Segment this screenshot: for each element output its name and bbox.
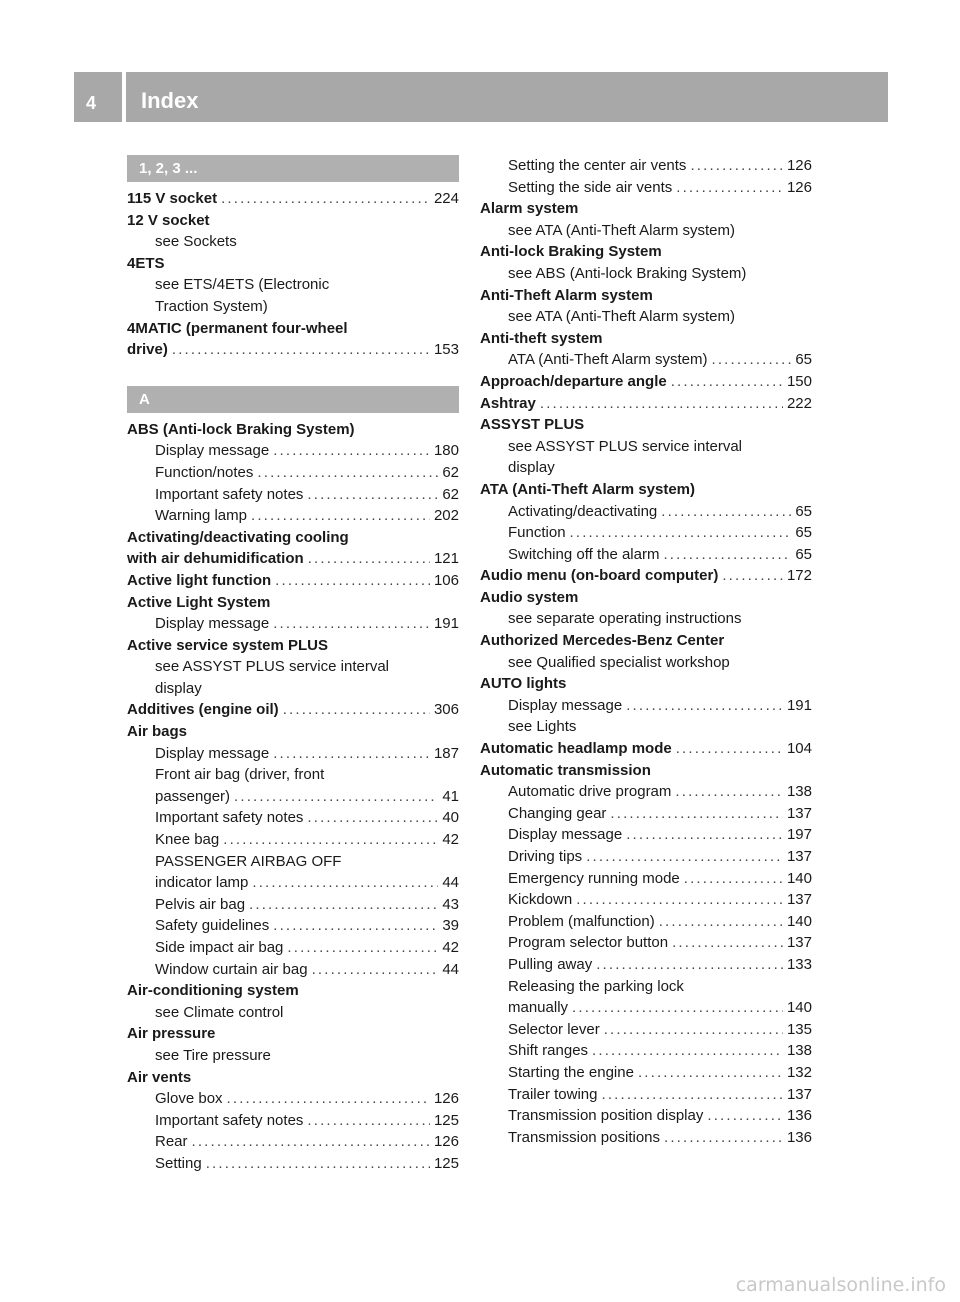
entry-text: Anti-lock Braking System (480, 243, 662, 261)
index-entry[interactable] (480, 393, 812, 415)
index-subentry[interactable] (480, 889, 812, 911)
page-reference[interactable]: 65 (795, 545, 812, 563)
dot-leader (663, 544, 791, 566)
page-reference[interactable]: 222 (786, 394, 812, 412)
index-subentry[interactable] (127, 1110, 459, 1132)
dot-leader (223, 829, 438, 851)
entry-text: Setting the side air vents (508, 178, 673, 196)
section-header: A (127, 386, 459, 413)
entry-text: see Climate control (155, 1003, 284, 1021)
index-subentry[interactable] (480, 781, 812, 803)
index-subentry (480, 652, 812, 674)
entry-text: Function (508, 524, 566, 542)
entry-text: display (508, 459, 555, 477)
entry-text: Audio system (480, 588, 579, 606)
page-reference[interactable]: 137 (786, 848, 812, 865)
index-entry (480, 414, 812, 436)
index-subentry[interactable] (480, 1040, 812, 1062)
index-subentry[interactable] (127, 1131, 459, 1153)
index-subentry[interactable] (127, 484, 459, 506)
entry-text: passenger) (155, 787, 231, 805)
entry-text: Window curtain air bag (155, 960, 308, 978)
entry-text: see ATA (Anti-Theft Alarm system) (508, 221, 736, 239)
entry-text: ASSYST PLUS (480, 416, 585, 434)
entry-text: Alarm system (480, 200, 579, 218)
index-entry (480, 198, 812, 220)
index-subentry[interactable] (127, 937, 459, 959)
page-reference[interactable]: 202 (433, 507, 459, 525)
page-number: 4 (86, 93, 97, 113)
dot-leader (275, 570, 430, 592)
entry-text: Anti-Theft Alarm system (480, 286, 653, 304)
entry-text: ABS (Anti-lock Braking System) (127, 420, 355, 438)
index-entry[interactable] (127, 188, 459, 210)
entry-text: Transmission positions (508, 1128, 660, 1146)
index-entry[interactable] (127, 548, 459, 570)
dot-leader (273, 743, 430, 765)
page-reference[interactable]: 104 (786, 740, 812, 758)
index-subentry[interactable] (480, 177, 812, 199)
entry-text: Trailer towing (508, 1085, 598, 1103)
dot-leader (570, 522, 792, 544)
entry-text: see Sockets (155, 233, 237, 251)
dot-leader (722, 565, 783, 587)
page-reference[interactable]: 42 (442, 939, 459, 956)
dot-leader (626, 824, 783, 846)
index-entry[interactable] (480, 371, 812, 393)
index-subentry (480, 608, 812, 630)
index-subentry[interactable] (480, 824, 812, 846)
dot-leader (257, 462, 438, 484)
entry-text: Display message (508, 826, 623, 844)
index-entry (480, 587, 812, 609)
index-subentry[interactable] (480, 868, 812, 890)
index-entry[interactable] (480, 738, 812, 760)
entry-text: Driving tips (508, 848, 583, 865)
entry-text: Side impact air bag (155, 939, 284, 956)
entry-text: Display message (155, 744, 270, 762)
dot-leader (307, 484, 438, 506)
dot-leader (221, 188, 430, 210)
index-subentry[interactable] (127, 1153, 459, 1175)
index-subentry[interactable] (127, 613, 459, 635)
index-subentry[interactable] (127, 743, 459, 765)
index-subentry[interactable] (480, 932, 812, 954)
index-entry (127, 635, 459, 657)
page-reference[interactable]: 125 (433, 1111, 459, 1129)
entry-text: Ashtray (480, 394, 536, 412)
entry-text: 4ETS (127, 254, 165, 272)
entry-text: see ATA (Anti-Theft Alarm system) (508, 308, 736, 326)
index-entry (127, 721, 459, 743)
entry-text: Function/notes (155, 463, 254, 481)
entry-text: Automatic transmission (480, 761, 651, 779)
index-subentry (127, 764, 459, 786)
index-subentry[interactable] (127, 872, 459, 894)
index-subentry[interactable] (480, 954, 812, 976)
index-entry (127, 419, 459, 441)
page-reference[interactable]: 135 (786, 1020, 812, 1038)
entry-text: Switching off the alarm (508, 545, 660, 563)
entry-text: Starting the engine (508, 1063, 634, 1081)
index-subentry (127, 656, 459, 678)
page-reference[interactable]: 153 (433, 341, 459, 359)
index-subentry (480, 716, 812, 738)
entry-text: Kickdown (508, 891, 573, 909)
page-reference[interactable]: 133 (786, 955, 812, 973)
page-reference[interactable]: 44 (442, 960, 459, 978)
entry-text: display (155, 679, 202, 697)
page-reference[interactable]: 62 (442, 463, 459, 481)
page-reference[interactable]: 126 (786, 157, 812, 174)
page-reference[interactable]: 126 (433, 1133, 459, 1151)
entry-text: Pelvis air bag (155, 895, 246, 913)
dot-leader (287, 937, 438, 959)
dot-leader (601, 1084, 782, 1106)
dot-leader (249, 894, 438, 916)
entry-text: see separate operating instructions (508, 610, 742, 628)
entry-text: see ABS (Anti-lock Braking System) (508, 264, 747, 282)
dot-leader (307, 1110, 430, 1132)
entry-text: ATA (Anti-Theft Alarm system) (508, 351, 708, 369)
entry-text: Activating/deactivating cooling (127, 528, 349, 546)
entry-text: Important safety notes (155, 809, 304, 827)
index-entry (127, 1067, 459, 1089)
page-reference[interactable]: 150 (786, 372, 812, 390)
entry-text: Front air bag (driver, front (155, 766, 325, 784)
index-subentry[interactable] (127, 807, 459, 829)
page-reference[interactable]: 65 (795, 502, 812, 520)
entry-text: Air-conditioning system (127, 982, 299, 1000)
entry-text: Air bags (127, 723, 188, 741)
entry-text: Selector lever (508, 1020, 600, 1038)
index-entry (127, 592, 459, 614)
entry-text: Setting the center air vents (508, 157, 687, 174)
page-reference[interactable]: 42 (442, 831, 459, 849)
dot-leader (664, 1127, 783, 1149)
page-reference[interactable]: 62 (442, 485, 459, 503)
page-reference[interactable]: 306 (433, 701, 459, 719)
dot-leader (172, 339, 430, 361)
index-subentry (480, 306, 812, 328)
entry-text: Air pressure (127, 1025, 216, 1043)
index-subentry (480, 263, 812, 285)
entry-text: Air vents (127, 1068, 192, 1086)
entry-text: 115 V socket (127, 190, 218, 207)
index-subentry[interactable] (127, 462, 459, 484)
dot-leader (672, 932, 783, 954)
page-reference[interactable]: 138 (786, 1042, 812, 1060)
page-reference[interactable]: 125 (433, 1154, 459, 1172)
page-reference[interactable]: 197 (786, 826, 812, 844)
index-entry (127, 318, 459, 340)
index-subentry (127, 678, 459, 700)
entry-text: Automatic drive program (508, 783, 672, 801)
index-subentry (127, 1002, 459, 1024)
entry-text: see Tire pressure (155, 1046, 271, 1064)
entry-text: Active service system PLUS (127, 636, 328, 654)
entry-text: Emergency running mode (508, 869, 680, 887)
page-reference[interactable]: 138 (786, 783, 812, 801)
entry-text: Active light function (127, 571, 272, 589)
index-entry (480, 241, 812, 263)
index-subentry[interactable] (127, 1088, 459, 1110)
dot-leader (604, 1019, 783, 1041)
entry-text: indicator lamp (155, 874, 249, 892)
index-subentry[interactable] (127, 786, 459, 808)
index-subentry (127, 851, 459, 873)
index-subentry[interactable] (480, 1105, 812, 1127)
dot-leader (192, 1131, 430, 1153)
index-subentry[interactable] (480, 501, 812, 523)
page-reference[interactable]: 65 (795, 524, 812, 542)
entry-text: manually (508, 999, 569, 1017)
page-reference[interactable]: 44 (442, 874, 459, 892)
dot-leader (576, 889, 783, 911)
page-reference[interactable]: 137 (786, 934, 812, 952)
watermark: carmanualsonline.info (735, 1274, 946, 1296)
entry-text: Automatic headlamp mode (480, 740, 672, 758)
page-reference[interactable]: 41 (442, 787, 459, 805)
entry-text: drive) (127, 341, 168, 359)
entry-text: see Qualified specialist workshop (508, 653, 730, 671)
index-entry (480, 285, 812, 307)
index-subentry (127, 231, 459, 253)
entry-text: Activating/deactivating (508, 502, 658, 520)
dot-leader (592, 1040, 783, 1062)
index-entry (127, 210, 459, 232)
dot-leader (707, 1105, 783, 1127)
page-reference[interactable]: 224 (433, 190, 459, 207)
index-entry[interactable] (127, 570, 459, 592)
index-subentry[interactable] (127, 440, 459, 462)
index-entry[interactable] (127, 339, 459, 361)
dot-leader (586, 846, 783, 868)
entry-text: Anti-theft system (480, 329, 603, 347)
index-entry (127, 1023, 459, 1045)
entry-text: Changing gear (508, 804, 607, 822)
dot-leader (690, 155, 783, 177)
dot-leader (312, 959, 439, 981)
index-subentry[interactable] (127, 505, 459, 527)
section-header: 1, 2, 3 ... (127, 155, 459, 182)
entry-text: ATA (Anti-Theft Alarm system) (480, 480, 696, 498)
dot-leader (273, 440, 430, 462)
index-entry (127, 980, 459, 1002)
page-reference[interactable]: 191 (433, 615, 459, 633)
page-reference[interactable]: 137 (786, 1085, 812, 1103)
index-subentry[interactable] (480, 1019, 812, 1041)
entry-text: see ASSYST PLUS service interval (508, 437, 742, 455)
index-subentry[interactable] (480, 846, 812, 868)
index-subentry (480, 976, 812, 998)
page-reference[interactable]: 40 (442, 809, 459, 827)
section-spacer (127, 361, 459, 386)
entry-text: Safety guidelines (155, 917, 270, 935)
index-subentry[interactable] (480, 155, 812, 177)
entry-text: Authorized Mercedes-Benz Center (480, 632, 725, 650)
page-title: Index (141, 88, 199, 113)
entry-text: AUTO lights (480, 675, 567, 693)
entry-text: Knee bag (155, 831, 220, 849)
page-reference[interactable]: 180 (433, 442, 459, 460)
index-subentry (127, 274, 459, 296)
index-entry (480, 630, 812, 652)
entry-text: see Lights (508, 718, 577, 736)
index-subentry[interactable] (127, 915, 459, 937)
page-reference[interactable]: 132 (786, 1063, 812, 1081)
index-entry (480, 760, 812, 782)
page-reference[interactable]: 172 (786, 567, 812, 585)
index-subentry[interactable] (480, 1084, 812, 1106)
index-entry (127, 527, 459, 549)
page-reference[interactable]: 136 (786, 1128, 812, 1146)
dot-leader (273, 915, 438, 937)
index-subentry[interactable] (127, 894, 459, 916)
entry-text: Warning lamp (155, 507, 247, 525)
index-entry (480, 328, 812, 350)
index-subentry (480, 220, 812, 242)
entry-text: with air dehumidification (127, 550, 304, 568)
entry-text: Setting (155, 1154, 202, 1172)
index-subentry (480, 436, 812, 458)
dot-leader (676, 177, 783, 199)
dot-leader (206, 1153, 430, 1175)
index-entry (480, 673, 812, 695)
page-reference[interactable]: 140 (786, 869, 812, 887)
index-entry (127, 253, 459, 275)
entry-text: Approach/departure angle (480, 372, 667, 390)
dot-leader (283, 699, 430, 721)
page-reference[interactable]: 140 (786, 912, 812, 930)
dot-leader (251, 505, 430, 527)
index-subentry[interactable] (480, 522, 812, 544)
entry-text: Display message (508, 696, 623, 714)
dot-leader (675, 781, 783, 803)
entry-text: Rear (155, 1133, 188, 1151)
index-subentry[interactable] (480, 1062, 812, 1084)
page-reference[interactable]: 191 (786, 696, 812, 714)
index-subentry (127, 1045, 459, 1067)
index-subentry[interactable] (480, 544, 812, 566)
entry-text: Shift ranges (508, 1042, 589, 1060)
dot-leader (626, 695, 783, 717)
entry-text: Releasing the parking lock (508, 977, 684, 995)
entry-text: Important safety notes (155, 1111, 304, 1129)
page-reference[interactable]: 65 (795, 351, 812, 369)
index-subentry (480, 457, 812, 479)
page-reference[interactable]: 126 (433, 1090, 459, 1108)
entry-text: Additives (engine oil) (127, 701, 279, 719)
dot-leader (638, 1062, 783, 1084)
dot-leader (661, 501, 791, 523)
entry-text: Audio menu (on-board computer) (480, 567, 719, 585)
page-reference[interactable]: 126 (786, 178, 812, 196)
entry-text: Display message (155, 615, 270, 633)
dot-leader (273, 613, 430, 635)
dot-leader (572, 997, 783, 1019)
index-subentry[interactable] (127, 959, 459, 981)
entry-text: Important safety notes (155, 485, 304, 503)
page-reference[interactable]: 39 (442, 917, 459, 935)
index-subentry[interactable] (480, 803, 812, 825)
index-subentry[interactable] (127, 829, 459, 851)
entry-text: Active Light System (127, 593, 271, 611)
dot-leader (308, 548, 430, 570)
index-subentry[interactable] (480, 349, 812, 371)
index-entry (480, 479, 812, 501)
entry-text: see ETS/4ETS (Electronic (155, 276, 330, 294)
entry-text: Traction System) (155, 297, 268, 315)
page-reference[interactable]: 121 (433, 550, 459, 568)
index-entry[interactable] (480, 565, 812, 587)
page-reference[interactable]: 43 (442, 895, 459, 913)
dot-leader (234, 786, 438, 808)
dot-leader (711, 349, 791, 371)
entry-text: Display message (155, 442, 270, 460)
dot-leader (671, 371, 783, 393)
index-subentry[interactable] (480, 911, 812, 933)
entry-text: PASSENGER AIRBAG OFF (155, 852, 342, 870)
header-divider (122, 72, 126, 122)
dot-leader (659, 911, 783, 933)
dot-leader (307, 807, 438, 829)
dot-leader (227, 1088, 430, 1110)
entry-text: 4MATIC (permanent four-wheel (127, 319, 348, 337)
entry-text: see ASSYST PLUS service interval (155, 658, 389, 676)
dot-leader (676, 738, 783, 760)
page-reference[interactable]: 137 (786, 891, 812, 909)
entry-text: 12 V socket (127, 211, 210, 229)
page-reference[interactable]: 136 (786, 1107, 812, 1125)
entry-text: Pulling away (508, 955, 593, 973)
index-entry[interactable] (127, 699, 459, 721)
index-subentry[interactable] (480, 695, 812, 717)
dot-leader (610, 803, 783, 825)
entry-text: Glove box (155, 1090, 223, 1108)
entry-text: Problem (malfunction) (508, 912, 655, 930)
page-reference[interactable]: 187 (433, 744, 459, 762)
index-subentry[interactable] (480, 1127, 812, 1149)
entry-text: Program selector button (508, 934, 669, 952)
page-reference[interactable]: 140 (786, 999, 812, 1017)
page-reference[interactable]: 106 (433, 571, 459, 589)
dot-leader (596, 954, 783, 976)
index-column-right (480, 155, 812, 1148)
dot-leader (540, 393, 783, 415)
dot-leader (252, 872, 438, 894)
entry-text: Transmission position display (508, 1107, 704, 1125)
index-subentry[interactable] (480, 997, 812, 1019)
page-reference[interactable]: 137 (786, 804, 812, 822)
index-column-left (127, 155, 459, 1175)
index-subentry (127, 296, 459, 318)
dot-leader (684, 868, 783, 890)
